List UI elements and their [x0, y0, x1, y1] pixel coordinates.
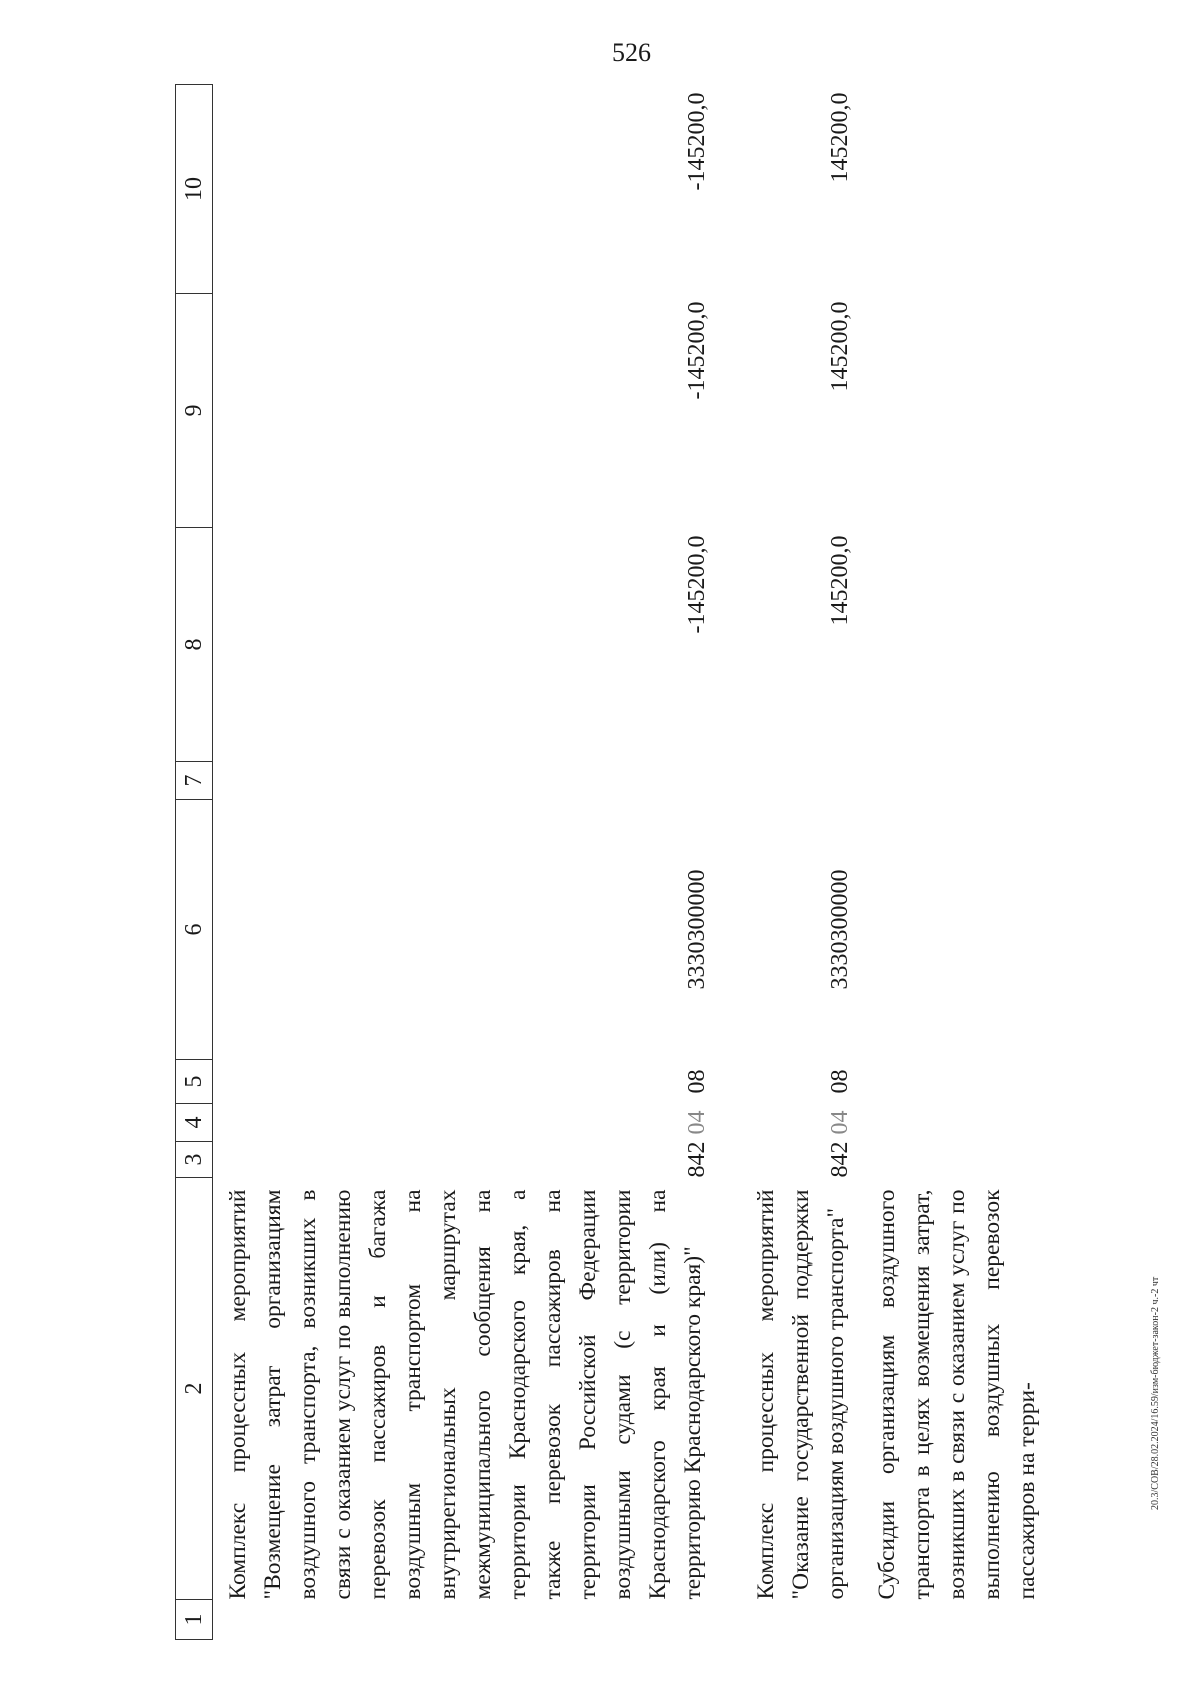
cell-col-7 [741, 762, 854, 800]
cell-col-6: 3330300000 [684, 869, 710, 990]
table-row [213, 85, 712, 1640]
header-col-4: 4 [176, 1104, 213, 1142]
cell-col-9: -145200,0 [684, 301, 710, 400]
row-description: Субсидии организациям воздушного транспорта в целях возмещения затрат, возникших в связи с оказанием услуг по выполнению воздушных перевозок пассажиров на терри- [874, 1189, 1040, 1600]
header-col-1: 1 [176, 1600, 213, 1640]
cell-col-10: -145200,0 [684, 92, 710, 191]
column-number-header [176, 85, 213, 1640]
header-col-9: 9 [176, 294, 213, 528]
header-col-10: 10 [176, 85, 213, 294]
budget-table [175, 84, 1045, 1640]
header-col-2: 2 [176, 1178, 213, 1600]
page-number: 526 [612, 38, 651, 67]
header-col-8: 8 [176, 528, 213, 762]
cell-col-4: 04 [827, 1110, 853, 1135]
cell-col-7 [213, 762, 712, 800]
cell-col-3: 842 [827, 1141, 853, 1178]
row-spacer [711, 85, 741, 1640]
cell-col-5: 08 [684, 1069, 710, 1094]
rotated-table-wrapper [175, 85, 1075, 1640]
header-col-5: 5 [176, 1060, 213, 1104]
header-col-3: 3 [176, 1142, 213, 1178]
cell-col-8: 145200,0 [827, 535, 853, 626]
cell-col-10: 145200,0 [827, 92, 853, 183]
table-row [741, 85, 854, 1640]
cell-col-8: -145200,0 [684, 535, 710, 634]
row-description: Комплекс процессных мероприятий "Оказание государственной поддержки организациям воздушного транспорта" [753, 1189, 849, 1600]
cell-col-5: 08 [827, 1069, 853, 1094]
cell-col-4: 04 [684, 1110, 710, 1135]
cell-col-3: 842 [684, 1141, 710, 1178]
row-description: Комплекс процессных мероприятий "Возмещение затрат организациям воздушного транспорта, возникших в связи с оказанием услуг по выполнению перевозок пассажиров и багажа воздушным транспортом на внутрирегиональных маршрутах межмуниципального сообщения на территории Краснодарского края, а также перевозок пассажиров на территории Российской Федерации воздушными судами (с территории Краснодарского края и (или) на территорию Краснодарского края)" [225, 1189, 706, 1600]
document-footer-code: 20.3/СОВ/28.02.2024/16.59/изм-бюджет-закон-2 ч.-2 чт [1150, 1276, 1161, 1510]
cell-col-9: 145200,0 [827, 301, 853, 392]
header-col-6: 6 [176, 800, 213, 1060]
table-row [854, 85, 1045, 1640]
cell-col-6: 3330300000 [827, 869, 853, 990]
header-col-7: 7 [176, 762, 213, 800]
